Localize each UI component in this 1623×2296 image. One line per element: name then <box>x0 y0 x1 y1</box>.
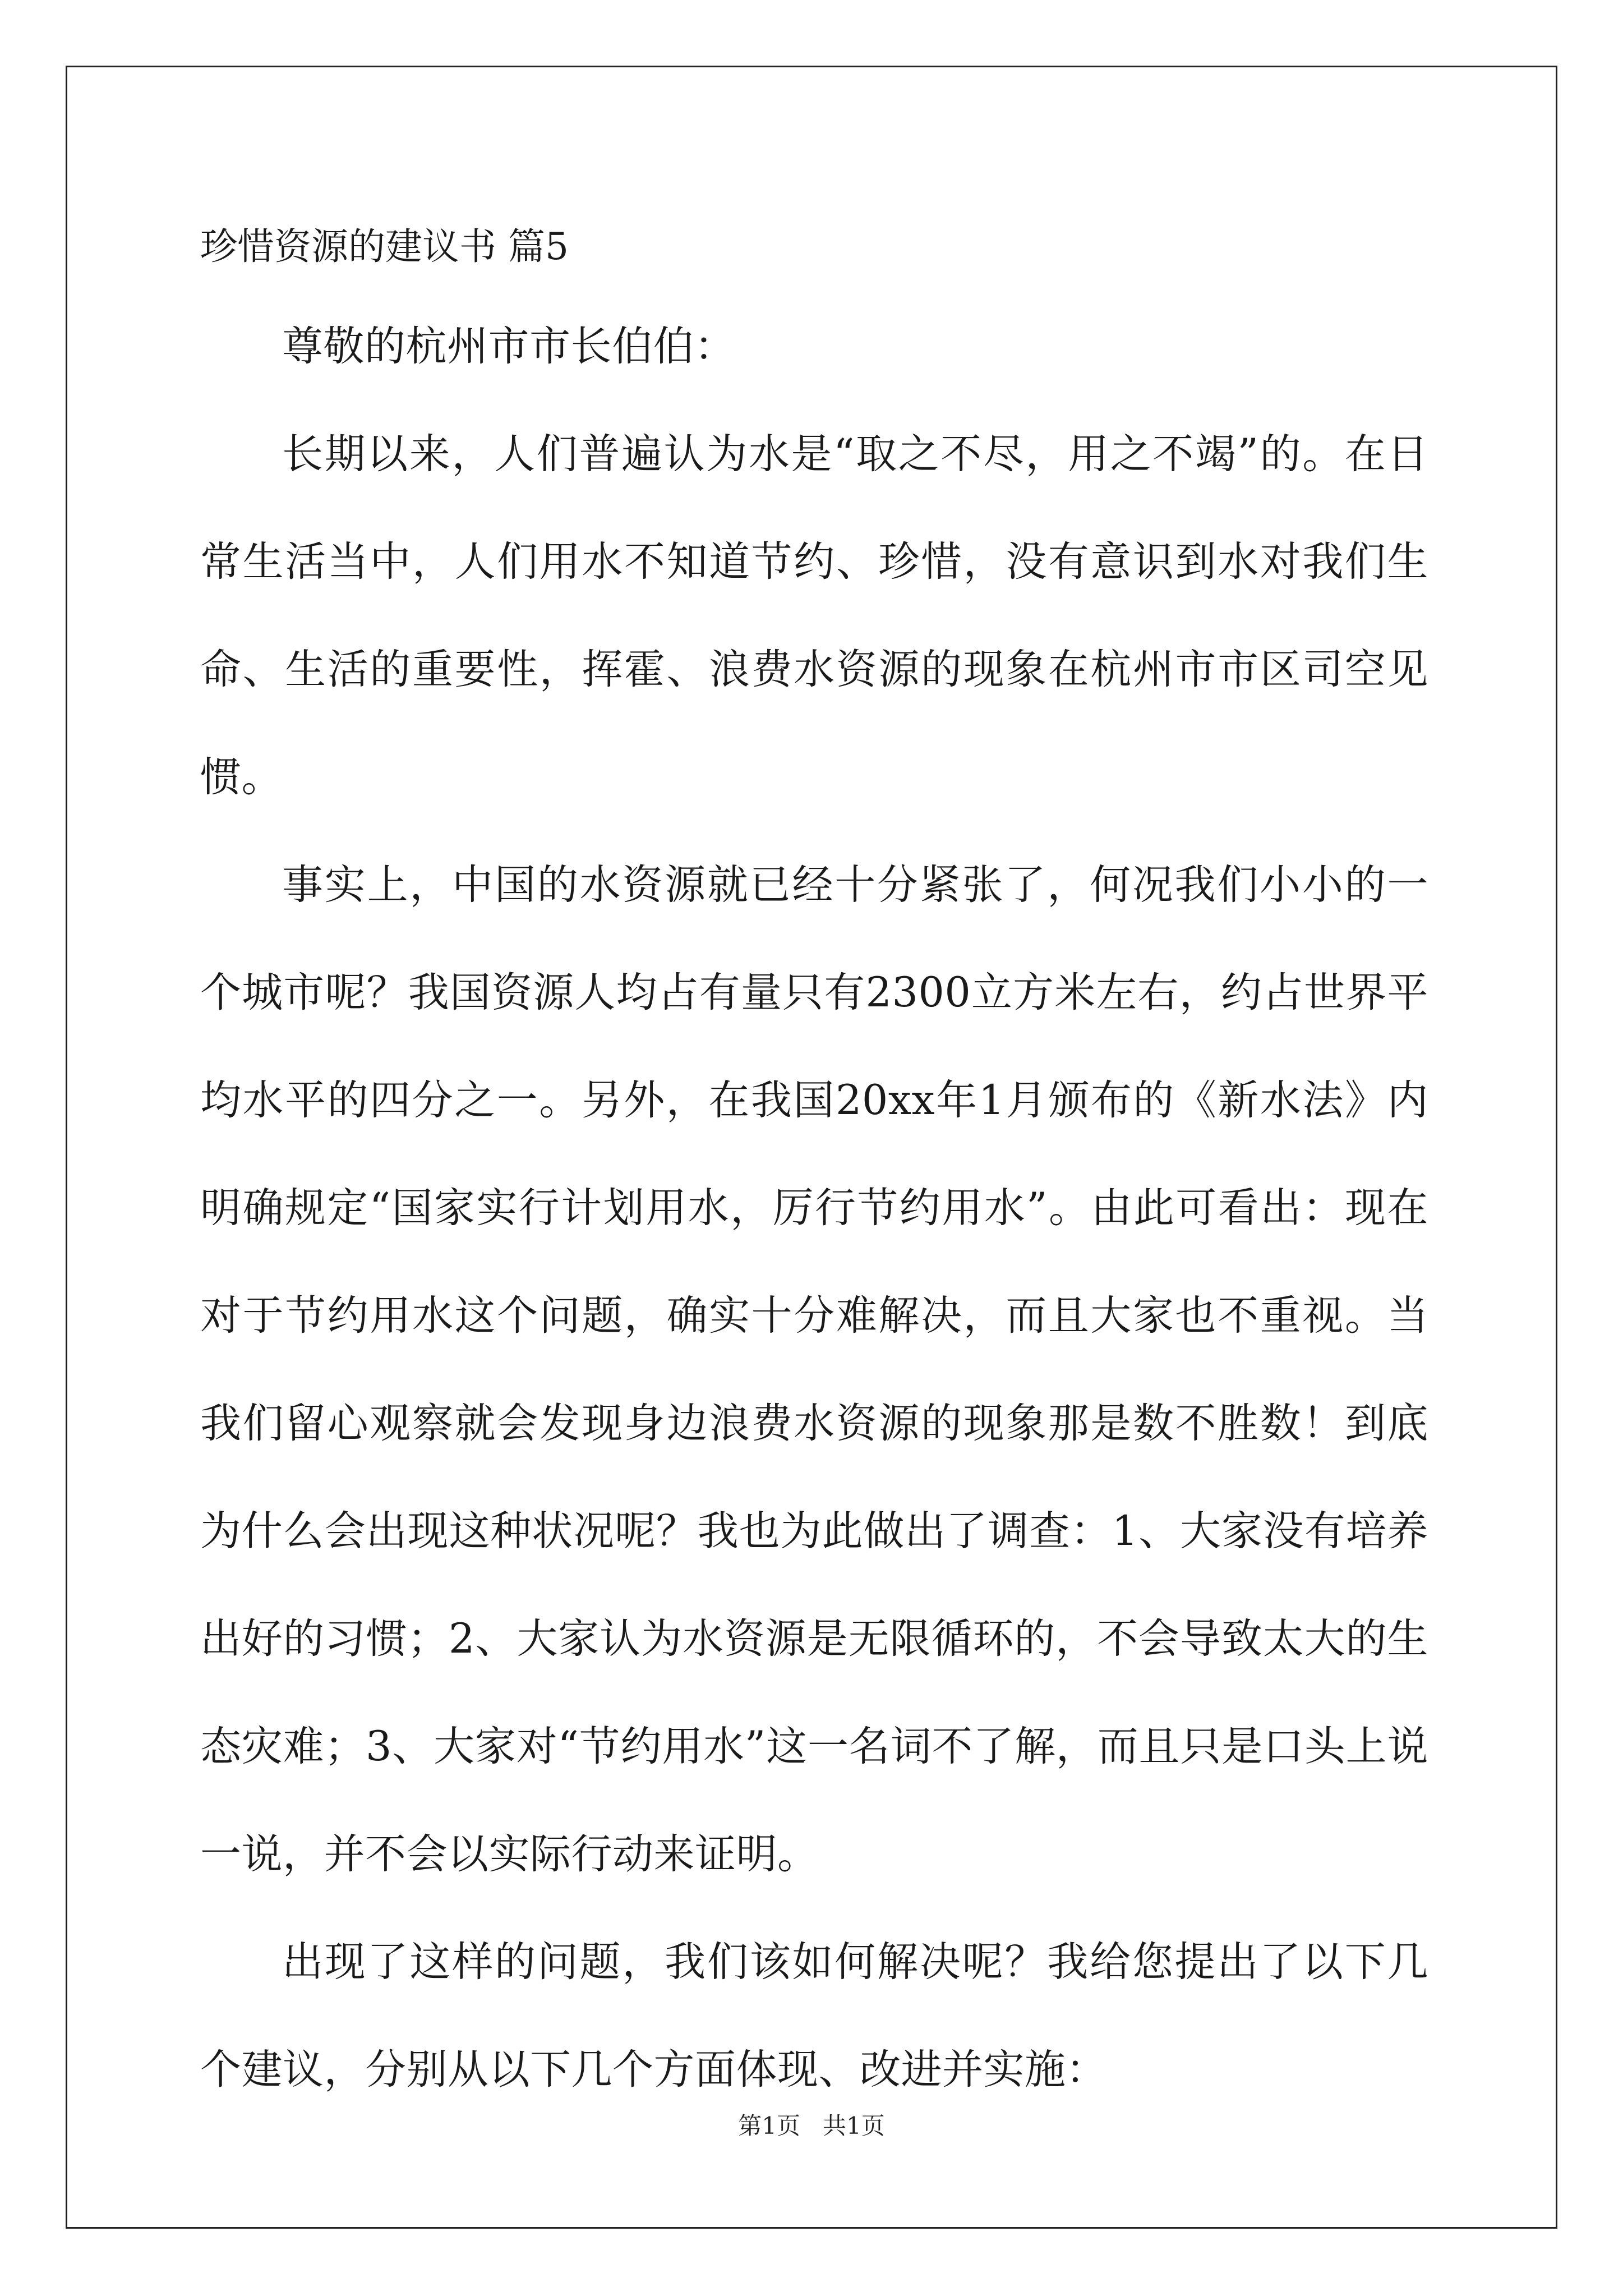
page-footer: 第1页 共1页 <box>738 2112 885 2139</box>
salutation: 尊敬的杭州市市长伯伯： <box>282 323 736 370</box>
paragraph-3: 出现了这样的问题，我们该如何解决呢？我给您提出了以下几个建议，分别从以下几个方面体现、改进并实施： <box>200 1938 1428 2093</box>
paragraph-1: 长期以来，人们普遍认为水是“取之不尽，用之不竭”的。在日常生活当中，人们用水不知道节约、珍惜，没有意识到水对我们生命、生活的重要性，挥霍、浪费水资源的现象在杭州市市区司空见惯。 <box>200 430 1428 801</box>
document-body <box>200 219 1428 2124</box>
document-title: 珍惜资源的建议书 篇5 <box>200 225 569 268</box>
paragraph-2: 事实上，中国的水资源就已经十分紧张了，何况我们小小的一个城市呢？我国资源人均占有量只有2300立方米左右，约占世界平均水平的四分之一。另外，在我国20xx年1月颁布的《新水法》内明确规定“国家实行计划用水，厉行节约用水”。由此可看出：现在对于节约用水这个问题，确实十分难解决，而且大家也不重视。当我们留心观察就会发现身边浪费水资源的现象那是数不胜数！到底为什么会出现这种状况呢？我也为此做出了调查：1、大家没有培养出好的习惯；2、大家认为水资源是无限循环的，不会导致太大的生态灾难；3、大家对“节约用水”这一名词不了解，而且只是口头上说一说，并不会以实际行动来证明。 <box>200 861 1428 1878</box>
